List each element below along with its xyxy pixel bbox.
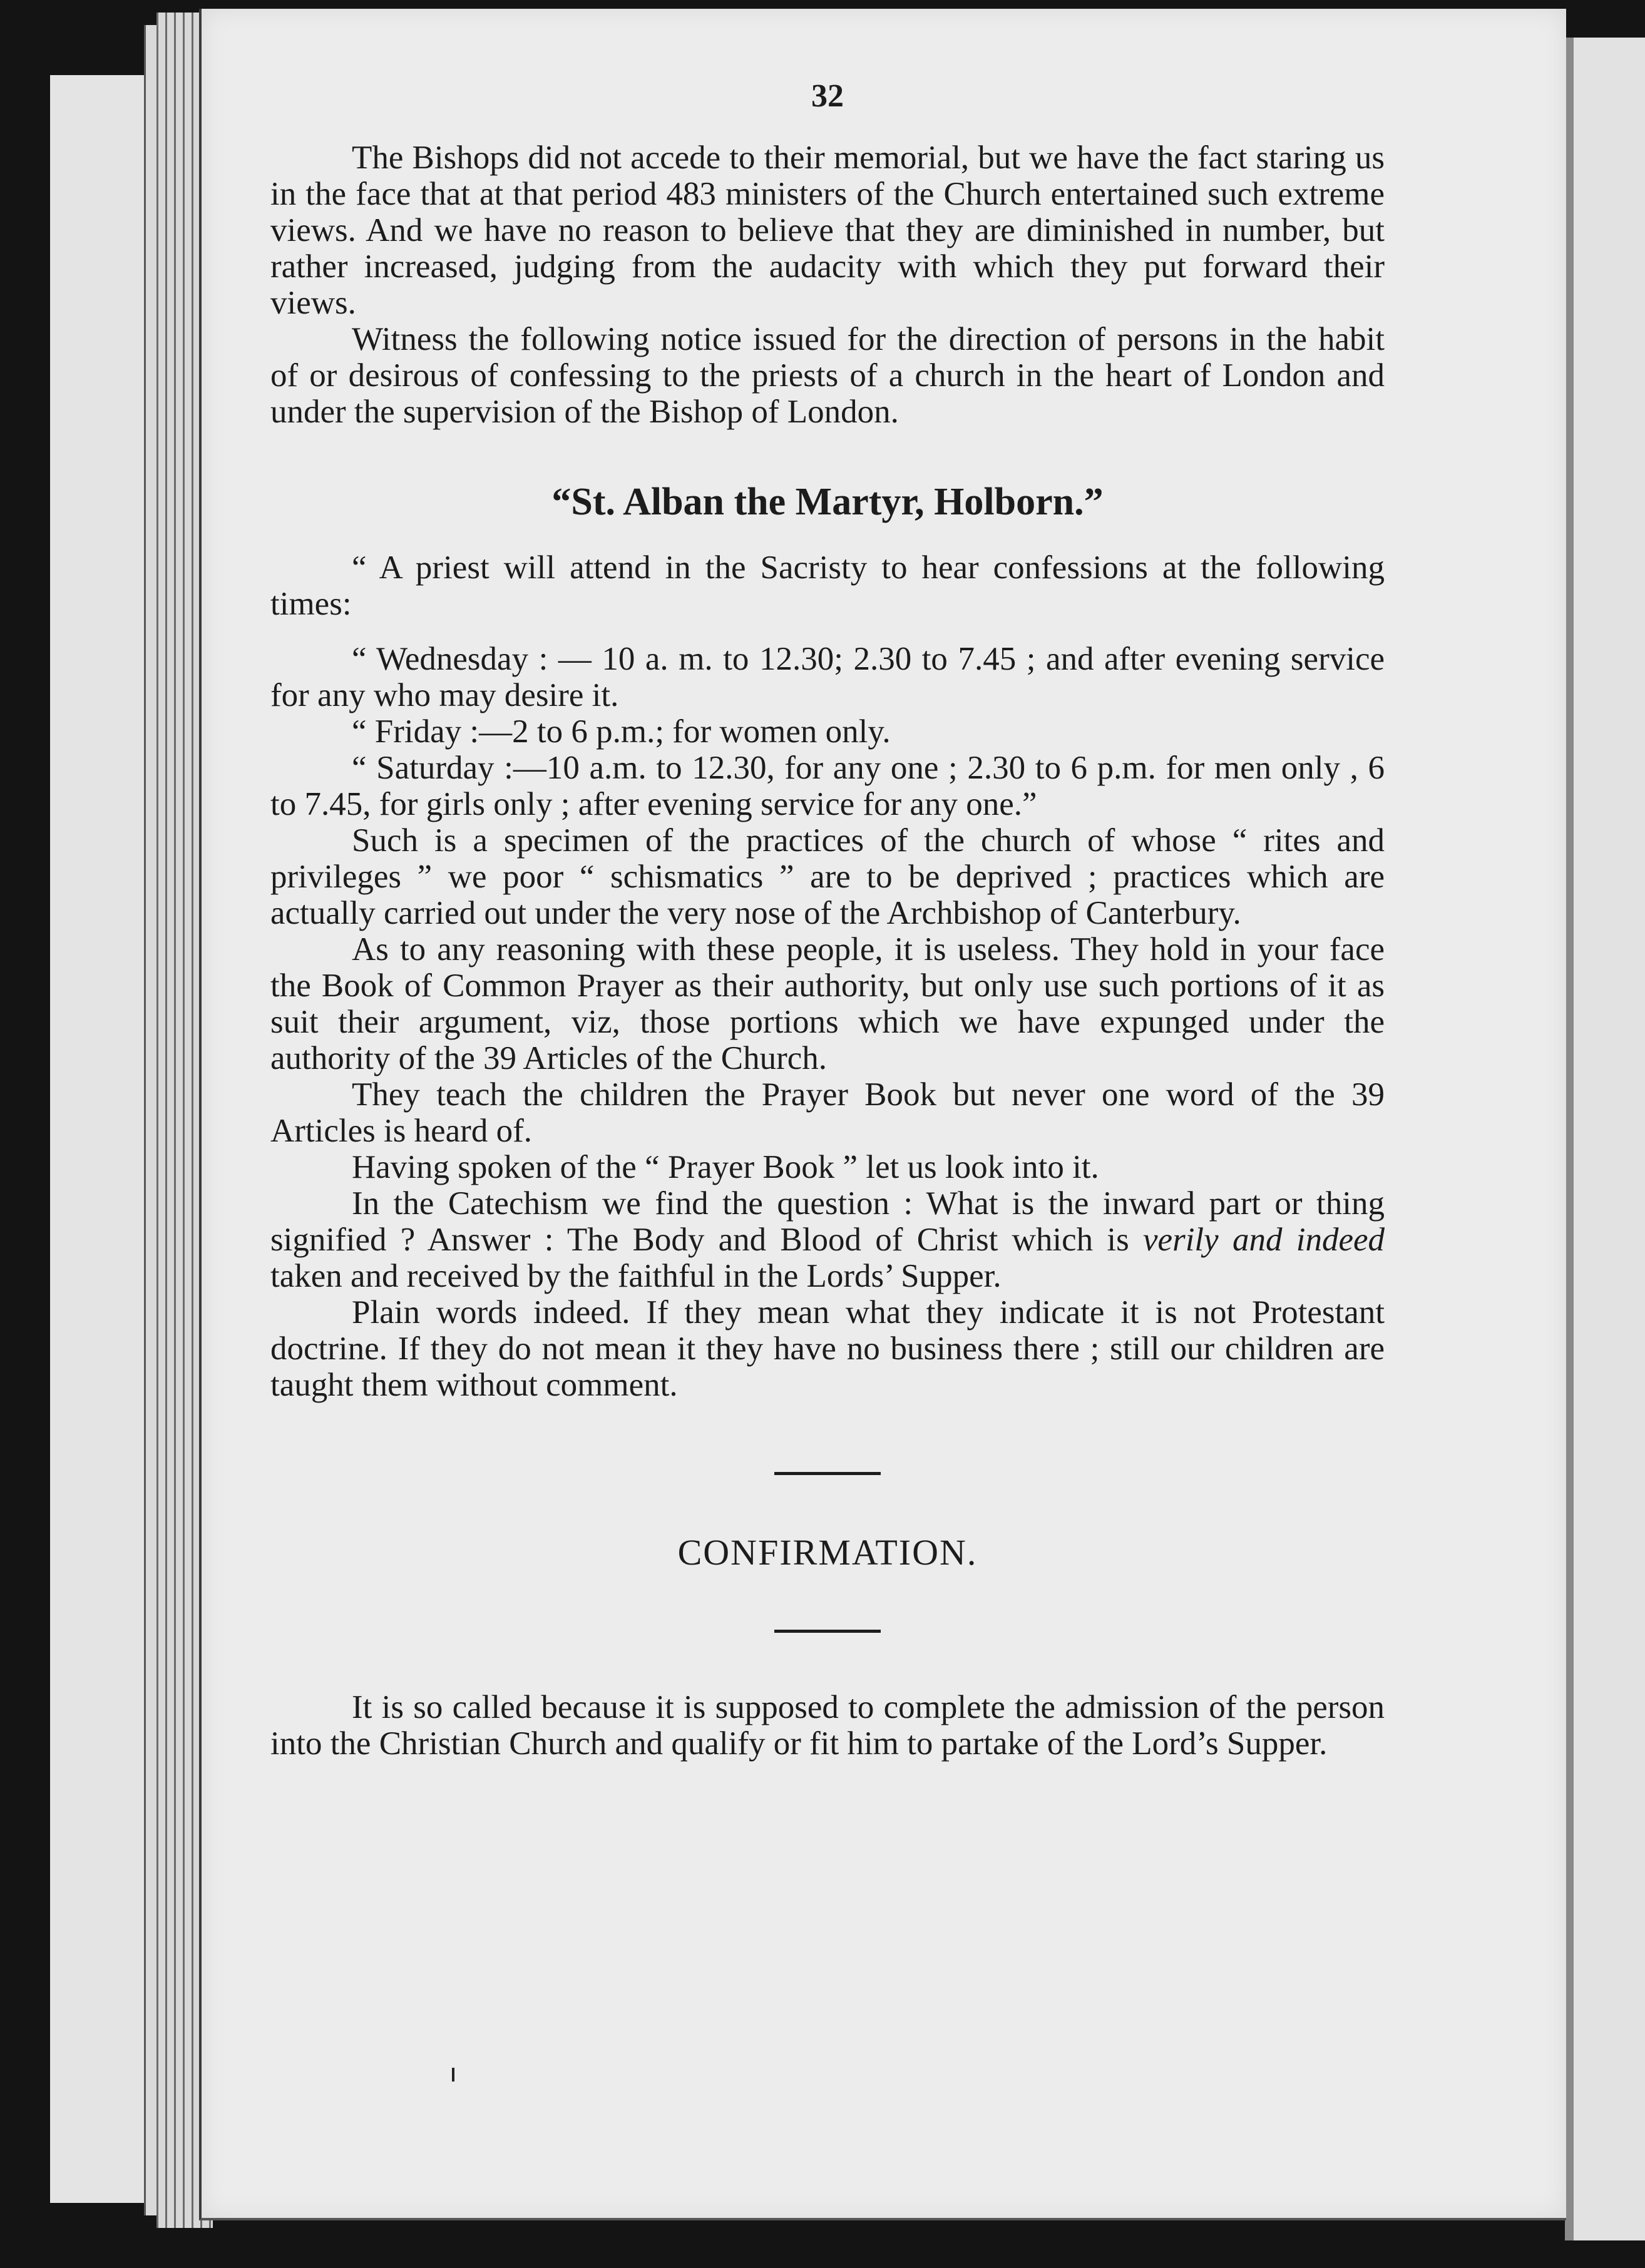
emphasis-text: verily and indeed xyxy=(1143,1222,1385,1258)
paragraph: Witness the following notice issued for the direction of persons in the habit of or desirous of confessing to the priests of a church in the heart of London and under the supervision of the Bishop of London. xyxy=(270,321,1385,430)
paragraph: Having spoken of the “ Prayer Book ” let us look into it. xyxy=(352,1149,1099,1185)
page-number: 32 xyxy=(811,78,844,114)
document-page xyxy=(199,9,1566,2220)
divider-rule xyxy=(774,1630,881,1633)
paragraph: The Bishops did not accede to their memorial, but we have the fact staring us in the face that at that period 483 ministers of the Church entertained such extreme views. And we have no reason to believe that they are diminished in number, but rather increased, judging from the audacity with which they put forward their views. xyxy=(270,140,1385,321)
notice-line: “ A priest will attend in the Sacristy to hear confessions at the following times: xyxy=(270,549,1385,622)
print-mark xyxy=(452,2068,454,2082)
notice-line: “ Friday :—2 to 6 p.m.; for women only. xyxy=(352,713,891,750)
facing-page-edge xyxy=(1565,38,1645,2240)
paragraph: Such is a specimen of the practices of the church of whose “ rites and privileges ” we poor “ schismatics ” are to be deprived ; practices which are actually carried out under the very nose of the Archbishop of Canterbury. xyxy=(270,822,1385,931)
divider-rule xyxy=(774,1472,881,1475)
paragraph: They teach the children the Prayer Book but never one word of the 39 Articles is heard of. xyxy=(270,1076,1385,1149)
notice-heading: “St. Alban the Martyr, Holborn.” xyxy=(551,481,1104,523)
catechism-text: In the Catechism we find the question : What is the inward part or thing signified ? Answer : The Body and Blood of Christ which is xyxy=(270,1185,1385,1258)
paragraph: It is so called because it is supposed to complete the admission of the person into the Christian Church and qualify or fit him to partake of the Lord’s Supper. xyxy=(270,1689,1385,1762)
paragraph xyxy=(270,1185,1385,1294)
page-content xyxy=(270,78,1385,1762)
catechism-text-end: taken and received by the faithful in the Lords’ Supper. xyxy=(270,1258,1002,1294)
section-title: CONFIRMATION. xyxy=(677,1532,978,1573)
paragraph: As to any reasoning with these people, it is useless. They hold in your face the Book of Common Prayer as their authority, but only use such portions of it as suit their argument, viz, those portions which we have expunged under the authority of the 39 Articles of the Church. xyxy=(270,931,1385,1076)
paragraph: Plain words indeed. If they mean what they indicate it is not Protestant doctrine. If they do not mean it they have no business there ; still our children are taught them without comment. xyxy=(270,1294,1385,1403)
notice-line: “ Saturday :—10 a.m. to 12.30, for any one ; 2.30 to 6 p.m. for men only , 6 to 7.45, for girls only ; after evening service for any one.” xyxy=(270,750,1385,822)
notice-line: “ Wednesday : — 10 a. m. to 12.30; 2.30 to 7.45 ; and after evening service for any who may desire it. xyxy=(270,641,1385,713)
